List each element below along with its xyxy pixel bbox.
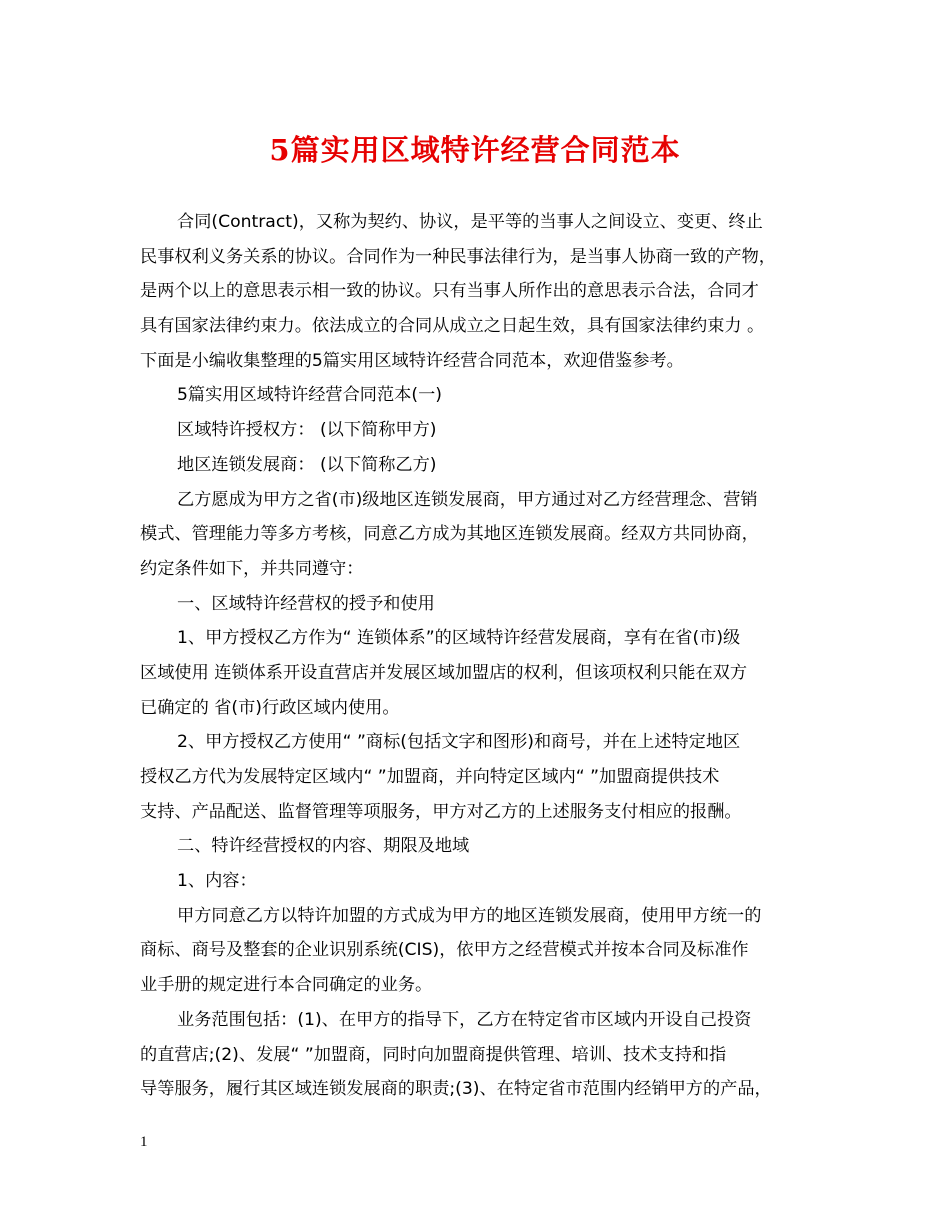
text-line: 具有国家法律约束力。依法成立的合同从成立之日起生效，具有国家法律约束力 。 [140,316,765,337]
text-line: 乙方愿成为甲方之省(市)级地区连锁发展商，甲方通过对乙方经营理念、营销 [177,489,758,510]
text-line: 业手册的规定进行本合同确定的业务。 [140,975,433,996]
text-line: 是两个以上的意思表示相一致的协议。只有当事人所作出的意思表示合法，合同才 [140,281,759,302]
text-line: 民事权利义务关系的协议。合同作为一种民事法律行为，是当事人协商一致的产物， [140,246,776,267]
text-line: 模式、管理能力等多方考核，同意乙方成为其地区连锁发展商。经双方共同协商， [140,524,759,545]
text-line: 1、内容： [177,871,257,892]
text-line: 约定条件如下，并共同遵守： [140,558,364,579]
text-line: 的直营店;(2)、发展“ ”加盟商，同时向加盟商提供管理、培训、技术支持和指 [140,1044,727,1065]
text-line: 甲方同意乙方以特许加盟的方式成为甲方的地区连锁发展商，使用甲方统一的 [177,905,762,926]
text-line: 商标、商号及整套的企业识别系统(CIS)，依甲方之经营模式并按本合同及标准作 [140,940,749,961]
section-heading: 5篇实用区域特许经营合同范本(一) [177,385,442,406]
text-line: 授权乙方代为发展特定区域内“ ”加盟商，并向特定区域内“ ”加盟商提供技术 [140,767,720,787]
text-line: 合同(Contract)，又称为契约、协议，是平等的当事人之间设立、变更、终止 [177,212,763,232]
text-line: 业务范围包括：(1)、在甲方的指导下，乙方在特定省市区域内开设自己投资 [177,1009,752,1030]
document-title: 5篇实用区域特许经营合同范本 [269,133,681,167]
text-line: 导等服务，履行其区域连锁发展商的职责;(3)、在特定省市范围内经销甲方的产品， [140,1079,772,1100]
body-text [140,205,812,1107]
text-line: 区域特许授权方： (以下简称甲方) [177,420,437,441]
text-line: 2、甲方授权乙方使用“ ”商标(包括文字和图形)和商号，并在上述特定地区 [177,732,741,753]
text-line: 区域使用 连锁体系开设直营店并发展区域加盟店的权利，但该项权利只能在双方 [140,662,748,683]
text-line: 已确定的 省(市)行政区域内使用。 [140,697,400,718]
section-heading: 二、特许经营授权的内容、期限及地域 [177,836,470,857]
text-line: 支持、产品配送、监督管理等项服务，甲方对乙方的上述服务支付相应的报酬。 [140,801,742,822]
section-heading: 一、区域特许经营权的授予和使用 [177,593,435,614]
page-number: 1 [140,1134,148,1150]
text-line: 1、甲方授权乙方作为“ 连锁体系”的区域特许经营发展商，享有在省(市)级 [177,628,741,649]
text-line: 地区连锁发展商： (以下简称乙方) [177,454,437,475]
text-line: 下面是小编收集整理的5篇实用区域特许经营合同范本，欢迎借鉴参考。 [140,350,684,371]
